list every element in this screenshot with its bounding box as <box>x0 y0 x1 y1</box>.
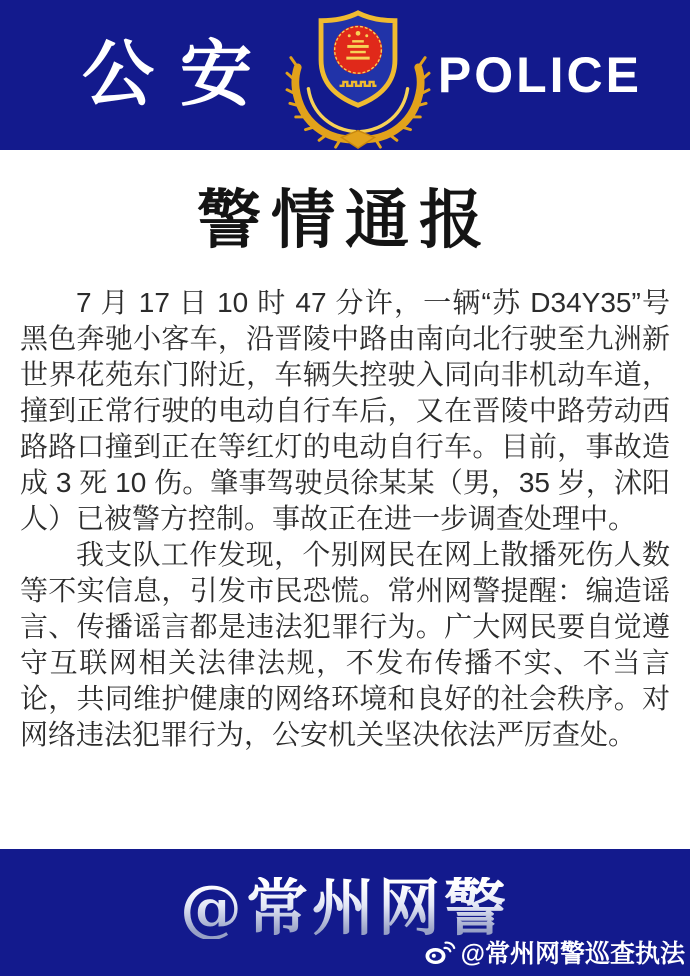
footer-banner <box>0 849 690 976</box>
header-banner <box>0 0 690 150</box>
police-badge-emblem-icon <box>284 9 432 151</box>
header-label-cn: 公安 <box>82 35 279 115</box>
notice-paragraph-2: 我支队工作发现，个别网民在网上散播死伤人数等不实信息，引发市民恐慌。常州网警提醒：编造谣言、传播谣言都是违法犯罪行为。广大网民要自觉遵守互联网相关法律法规，不发布传播不实、不当言论，共同维护健康的网络环境和良好的社会秩序。对网络违法犯罪行为，公安机关坚决依法严厉查处。 <box>20 538 670 750</box>
weibo-account-label: @常州网警巡查执法 <box>460 940 685 968</box>
notice-body <box>0 184 690 753</box>
weibo-icon <box>424 939 456 966</box>
weibo-attribution <box>424 934 685 970</box>
notice-paragraph-1: 7 月 17 日 10 时 47 分许，一辆“苏 D34Y35”号黑色奔驰小客车，沿晋陵中路由南向北行驶至九洲新世界花苑东门附近，车辆失控驶入同向非机动车道，撞到正常行驶的电动自行车后，又在晋陵中路劳动西路路口撞到正在等红灯的电动自行车。目前，事故造成 3 死 10 伤。肇事驾驶员徐某某（男，35 岁，沭阳人）已被警方控制。事故正在进一步调查处理中。 <box>20 286 670 534</box>
watermark-account: @常州网警 <box>0 877 690 939</box>
notice-title: 警情通报 <box>197 185 493 256</box>
header-label-en: POLICE <box>437 47 642 103</box>
